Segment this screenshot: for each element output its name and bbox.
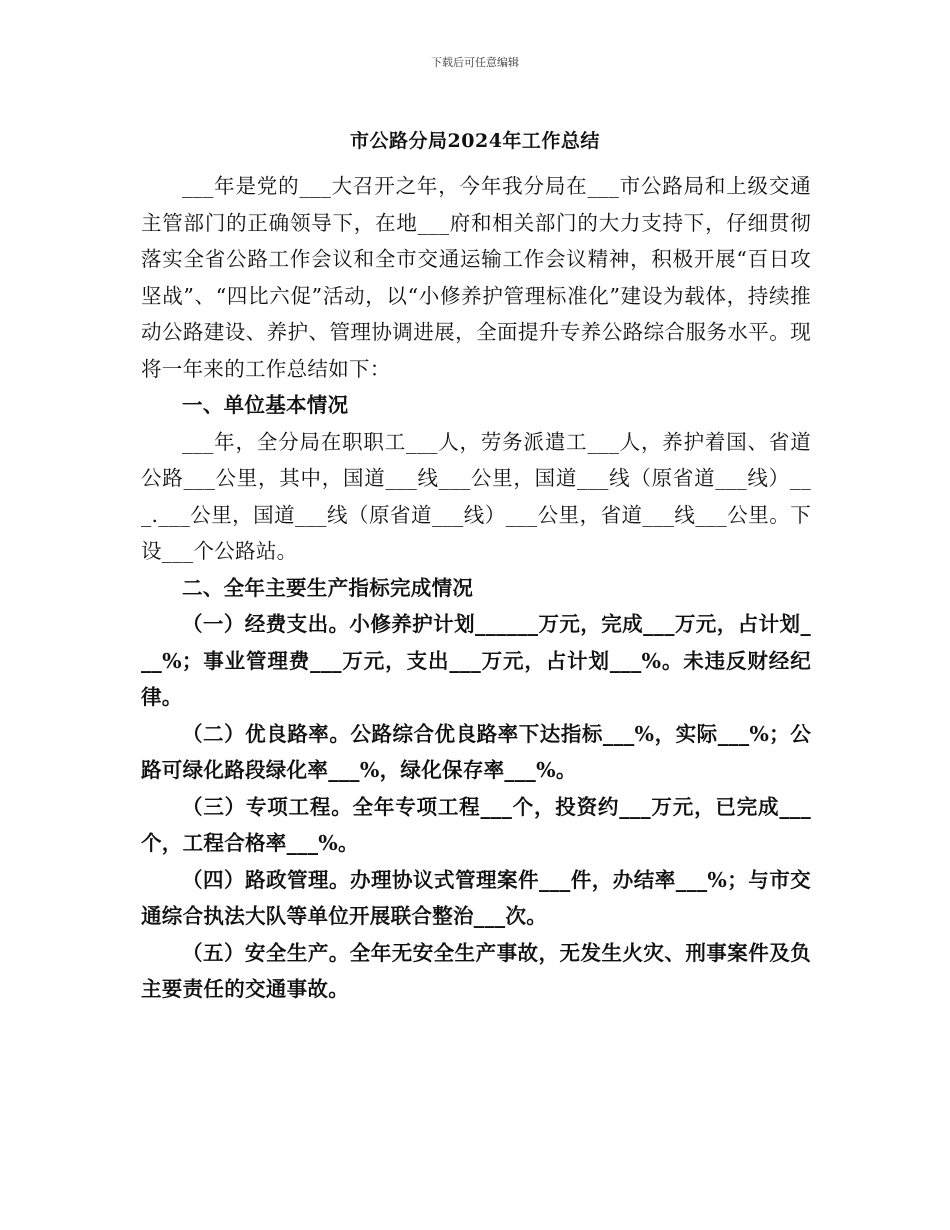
header-note: 下载后可任意编辑 xyxy=(431,56,519,69)
document-body xyxy=(141,168,811,1008)
section-2-item-funding: （一）经费支出。小修养护计划______万元，完成___万元，占计划___%；事业管理费___万元，支出___万元，占计划___%。未违反财经纪律。 xyxy=(141,612,811,709)
document-title: 市公路分局2024年工作总结 xyxy=(350,130,600,152)
intro-paragraph: ___年是党的___大召开之年，今年我分局在___市公路局和上级交通主管部门的正确领导下，在地___府和相关部门的大力支持下，仔细贯彻落实全省公路工作会议和全市交通运输工作会议精神，积极开展“百日攻坚战”、“四比六促”活动，以“小修养护管理标准化”建设为载体，持续推动公路建设、养护、管理协调进展，全面提升专养公路综合服务水平。现将一年来的工作总结如下： xyxy=(141,174,811,381)
section-2-item-special-projects: （三）专项工程。全年专项工程___个，投资约___万元，已完成___个，工程合格率___%。 xyxy=(141,794,811,855)
section-2-item-road-administration: （四）路政管理。办理协议式管理案件___件，办结率___%；与市交通综合执法大队等单位开展联合整治___次。 xyxy=(141,867,811,928)
section-2-item-road-rate: （二）优良路率。公路综合优良路率下达指标___%，实际___%；公路可绿化路段绿化率___%，绿化保存率___%。 xyxy=(141,721,811,782)
section-1-paragraph: ___年，全分局在职职工___人，劳务派遣工___人，养护着国、省道公路___公里，其中，国道___线___公里，国道___线（原省道___线）___.___公里，国道___线（原省道___线）___公里，省道___线___公里。下设___个公路站。 xyxy=(141,429,811,563)
section-2-item-safety: （五）安全生产。全年无安全生产事故，无发生火灾、刑事案件及负主要责任的交通事故。 xyxy=(141,940,811,1001)
section-2-heading: 二、全年主要生产指标完成情况 xyxy=(182,575,474,600)
section-1-heading: 一、单位基本情况 xyxy=(182,393,349,417)
